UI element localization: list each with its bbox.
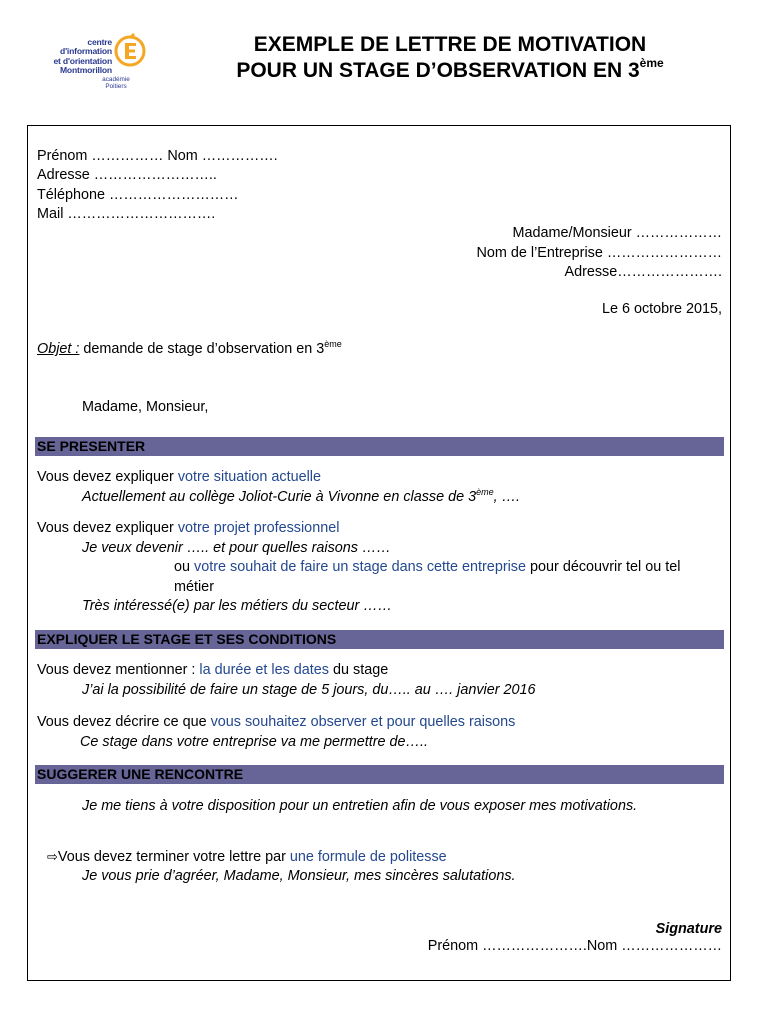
- presenter-l5-pre: ou: [174, 559, 195, 575]
- conditions-l1-hl: la durée et les dates: [199, 662, 330, 678]
- presenter-line-1: [37, 468, 321, 486]
- logo-academie: [86, 76, 146, 90]
- section-suggerer-rencontre: SUGGERER UNE RENCONTRE: [35, 765, 724, 784]
- rencontre-line-3: Je vous prie d’agréer, Madame, Monsieur, mes sincères salutations.: [82, 868, 516, 884]
- presenter-l2-text: Actuellement au collège Joliot-Curie à Vivonne en classe de 3: [82, 489, 477, 505]
- presenter-l2-sup: ème: [476, 487, 494, 497]
- rencontre-line-2: [47, 848, 447, 866]
- presenter-l5-hl: votre souhait de faire un stage dans cette entreprise: [194, 559, 527, 575]
- presenter-line-2: [82, 488, 520, 506]
- conditions-l3-hl: vous souhaitez observer et pour quelles raisons: [210, 714, 516, 730]
- logo-line-2: et d'orientation: [53, 55, 112, 66]
- sender-mail: Mail ………………………….: [37, 206, 216, 222]
- presenter-line-4: Je veux devenir ….. et pour quelles raisons ……: [82, 540, 391, 556]
- sender-adresse: Adresse ……………………..: [37, 167, 217, 183]
- title-line-1: EXEMPLE DE LETTRE DE MOTIVATION: [253, 33, 647, 56]
- presenter-l5-post: pour découvrir tel ou tel: [526, 559, 681, 575]
- logo-line-1: centre d'information: [60, 37, 112, 57]
- page-title: [160, 32, 740, 84]
- sender-prenom-nom: Prénom …………… Nom …………….: [37, 148, 278, 164]
- logo-e-icon: [112, 32, 148, 68]
- objet-text: demande de stage d’observation en 3: [79, 341, 325, 357]
- rencontre-l2-pre: Vous devez terminer votre lettre par: [57, 849, 290, 865]
- logo-academie-1: académie: [102, 76, 130, 83]
- presenter-l1-pre: Vous devez expliquer: [37, 469, 178, 485]
- conditions-l1-post: du stage: [329, 662, 389, 678]
- presenter-line-7: Très intéressé(e) par les métiers du secteur ……: [82, 598, 393, 614]
- sender-telephone: Téléphone ………………………: [37, 187, 239, 203]
- title-line-2: [160, 58, 740, 84]
- conditions-line-2: J’ai la possibilité de faire un stage de 5 jours, du….. au …. janvier 2016: [82, 682, 536, 698]
- rencontre-l2-hl: une formule de politesse: [289, 849, 447, 865]
- presenter-line-6: métier: [174, 579, 214, 595]
- letter-date: Le 6 octobre 2015,: [601, 301, 722, 317]
- conditions-line-3: [37, 713, 515, 731]
- arrow-right-icon: ⇨: [47, 849, 58, 864]
- rencontre-line-1: Je me tiens à votre disposition pour un entretien afin de vous exposer mes motivations.: [82, 798, 638, 814]
- signature-line: Prénom ………………….Nom …………………: [427, 938, 722, 954]
- signature-label: Signature: [655, 921, 722, 937]
- presenter-l3-pre: Vous devez expliquer: [37, 520, 178, 536]
- logo-line-3: Montmorillon: [59, 65, 112, 76]
- conditions-line-4: Ce stage dans votre entreprise va me permettre de…..: [80, 734, 428, 750]
- presenter-l2-post: , ….: [493, 489, 521, 505]
- cio-logo: [36, 24, 148, 96]
- letter-objet: [37, 340, 342, 358]
- recipient-madame: Madame/Monsieur ………………: [512, 225, 722, 241]
- recipient-entreprise: Nom de l’Entreprise ……………………: [476, 245, 722, 261]
- title-line-2-text: POUR UN STAGE D’OBSERVATION EN 3: [236, 59, 640, 82]
- section-se-presenter: SE PRESENTER: [35, 437, 724, 456]
- logo-academie-2: Poitiers: [105, 83, 127, 90]
- presenter-l1-hl: votre situation actuelle: [177, 469, 322, 485]
- objet-label: Objet :: [37, 341, 80, 357]
- objet-sup: ème: [324, 339, 342, 349]
- title-line-2-sup: ème: [639, 56, 664, 70]
- logo-text: [36, 38, 112, 76]
- conditions-l1-pre: Vous devez mentionner :: [37, 662, 200, 678]
- conditions-line-1: [37, 661, 388, 679]
- presenter-line-3: [37, 519, 339, 537]
- presenter-l3-hl: votre projet professionnel: [177, 520, 340, 536]
- recipient-adresse: Adresse………………….: [564, 264, 722, 280]
- conditions-l3-pre: Vous devez décrire ce que: [37, 714, 211, 730]
- presenter-line-5: [174, 558, 680, 576]
- section-expliquer-stage: EXPLIQUER LE STAGE ET SES CONDITIONS: [35, 630, 724, 649]
- salutation: Madame, Monsieur,: [82, 399, 209, 415]
